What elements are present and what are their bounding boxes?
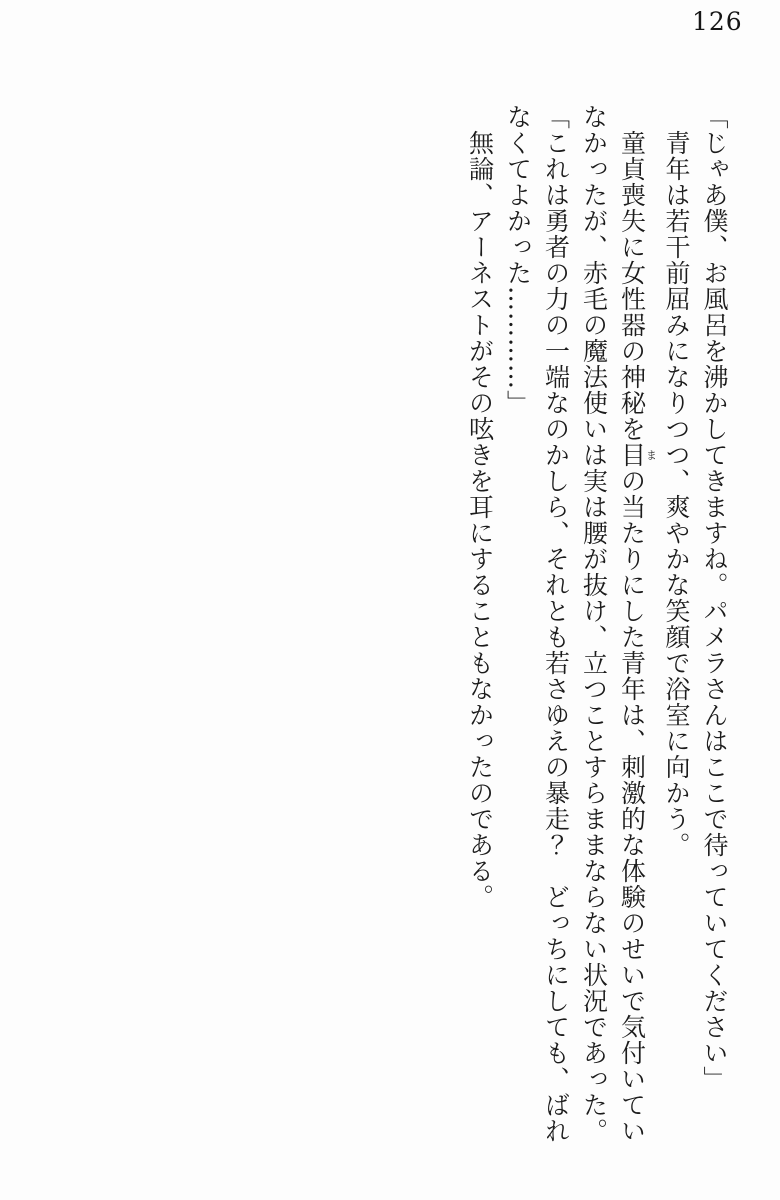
text-line-narration-4: 無論、アーネストがその呟きを耳にすることもなかったのである。 — [465, 130, 495, 910]
text-line-dialogue-3: なくてよかった…………」 — [503, 104, 533, 416]
vertical-text-block — [461, 104, 734, 1164]
text-segment: の当たりにした青年は、刺激的な体験のせいで気付いてい — [617, 468, 647, 1144]
ruby-base: 目 — [617, 442, 647, 468]
text-line-dialogue-2: 「これは勇者の力の一端なのかしら、それとも若さゆえの暴走？ どっちにしても、ばれ — [541, 104, 571, 1144]
text-line-narration-1: 青年は若干前屈みになりつつ、爽やかな笑顔で浴室に向かう。 — [662, 130, 691, 858]
text-line-dialogue-1: 「じゃあ僕、お風呂を沸かしてきますね。パメラさんはここで待っていてください」 — [700, 104, 729, 1092]
ruby-annotation: ま — [644, 442, 658, 468]
text-segment: 童貞喪失に女性器の神秘を — [617, 130, 647, 442]
text-line-narration-3: なかったが、赤毛の魔法使いは実は腰が抜け、立つことすらままならない状況であった。 — [579, 104, 609, 1144]
text-line-narration-2 — [613, 104, 658, 1164]
page-number: 126 — [692, 7, 743, 36]
ruby-word — [617, 442, 658, 468]
